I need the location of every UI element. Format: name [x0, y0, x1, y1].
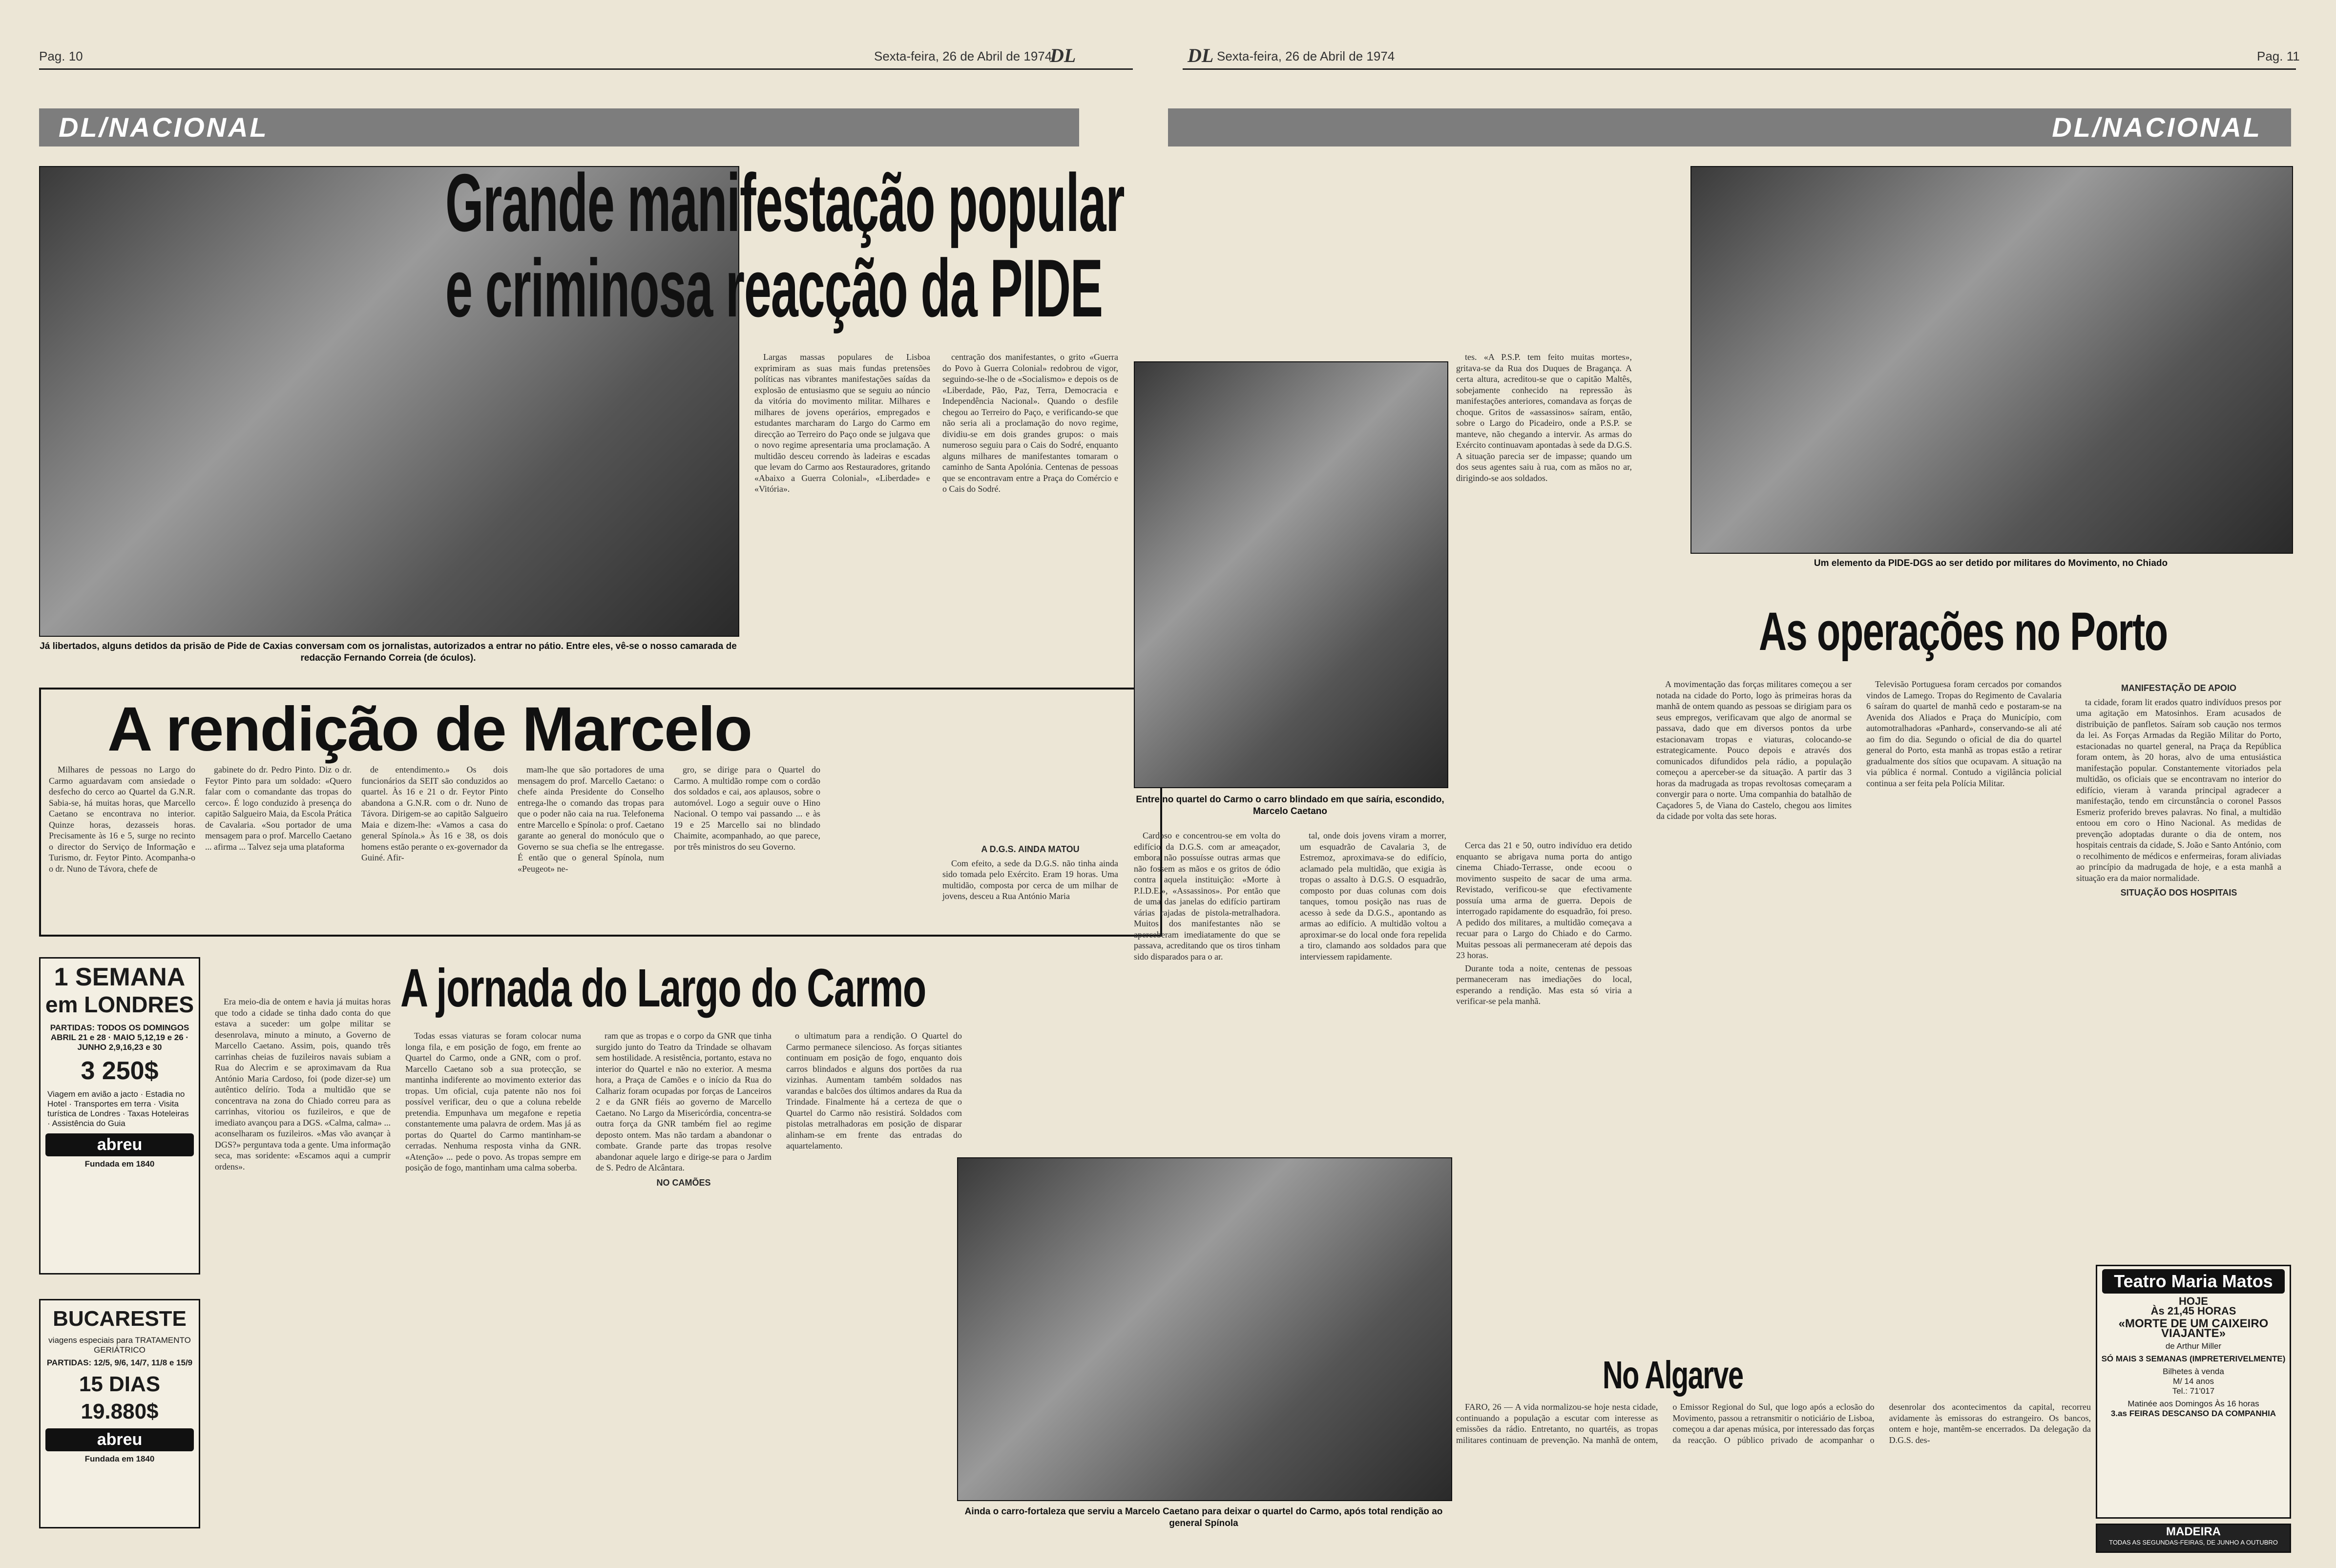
- algarve-text: FARO, 26 — A vida normalizou-se hoje nesta cidade, continuando a população a escutar com interesse as emissões da rádio. Entretanto, no quartéis, as tropas militares continuam de prevenção. Na manhã de ontem, o Emissor Regional do Sul, que logo após a eclosão do Movimento, passou a retransmitir o noticiário de Lisboa, começou a dar apenas música, por interessado das forças da reacção. O público privado de acompanhar o desenrolar dos acontecimentos da capital, recorreu avidamente às emissoras do estrangeiro. Os bancos, ontem e hoje, mantêm-se encerrados. Da delegação da D.G.S. des-: [1456, 1402, 2091, 1445]
- porto-col-3: [2076, 679, 2281, 1255]
- right-masthead-logo: DL: [1188, 44, 1214, 66]
- caxias-photo-caption: Já libertados, alguns detidos da prisão de Pide de Caxias conversam com os jornalistas, autorizados a entrar no pátio. Entre eles, vê-se o nosso camarada de redacção Fernando Correia (de óculos).: [40, 641, 737, 663]
- teatro-tickets: Bilhetes à venda: [2163, 1367, 2224, 1376]
- manif-col-6: [1300, 830, 1446, 1016]
- manif-text-6: tal, onde dois jovens viram a morrer, um esquadrão de Cavalaria 3, de Estremoz, aproximava-se do edifício, aclamado pela multidão, que exigia às tropas o assalto à D.G.S. O esquadrão, composto por duas colunas com dois tanques, tomou posição nas ruas de acesso à sede da D.G.S., apontando as armas ao edifício. A multidão voltou a aproximar-se do local onde fora repelida a tiro, clamando aos soldados para que interviessem rapidamente.: [1300, 831, 1446, 962]
- londres-founded: Fundada em 1840: [84, 1159, 155, 1169]
- main-headline-line-2: e criminosa reacção da PIDE: [445, 242, 1103, 334]
- bucareste-founded: Fundada em 1840: [84, 1454, 155, 1463]
- rendicao-col-3: [361, 764, 508, 930]
- pide-arrest-caption: Um elemento da PIDE-DGS ao ser detido por militares do Movimento, no Chiado: [1814, 558, 2168, 568]
- bucareste-subtitle: viagens especiais para TRATAMENTO GERIÁTRICO: [48, 1336, 191, 1355]
- left-masthead-logo: DL: [1050, 44, 1076, 66]
- londres-title-2: em LONDRES: [45, 992, 194, 1017]
- main-headline-line-1: Grande manifestação popular: [445, 157, 1125, 249]
- rendicao-text-4: mam-lhe que são portadores de uma mensagem do prof. Marcello Caetano: o chefe ainda Presidente do Conselho entrega-lhe o comando das tropas para que o poder não caia na rua. Telefonema entre Marcello e Spínola: o prof. Caetano garante ao general do monóculo que o Governo se sua chefia se lhe entregasse. É então que o general Spínola, num «Peugeot» ne-: [518, 765, 664, 874]
- left-page-date: Sexta-feira, 26 de Abril de 1974: [874, 49, 1052, 63]
- rendicao-headline: A rendição de Marcelo: [107, 694, 751, 764]
- porto-text-1: A movimentação das forças militares começou a ser notada na cidade do Porto, logo às primeiras horas da manhã de ontem quando as pessoas se dirigiam para os seus empregos, verificavam que algo de anormal se passava, dado que em diversos pontos da urbe estacionavam tropas e viaturas, colocando-se estrategicamente. Pouco depois e através dos comunicados difundidos pela rádio, a população começou a aperceber-se da situação. A partir das 3 horas da madrugada as tropas revoltosas começaram a convergir para o norte. Uma companhia do batalhão de Caçadores 5, de Viana do Castelo, chegou aos limites da cidade por volta das sete horas.: [1656, 679, 1852, 821]
- manif-col-3: [942, 840, 1118, 957]
- manif-text-1: Largas massas populares de Lisboa exprimiram as suas mais fundas pretensões políticas nas vibrantes manifestações saídas da explosão de entusiasmo que se seguiu ao núncio da vitória do movimento militar. Milhares e milhares de jovens operários, empregados e estudantes marcharam do Largo do Carmo em direcção ao Terreiro do Paço onde se julgava que o novo regime apresentaria uma proclamação. A multidão desceu correndo às ladeiras e escadas que levam do Carmo aos Restauradores, gritando «Abaixo a Guerra Colonial», «Liberdade» e «Vitória».: [754, 352, 930, 494]
- rendicao-text-1: Milhares de pessoas no Largo do Carmo aguardavam com ansiedade o desfecho do cerco ao Quartel da G.N.R. Sabia-se, há muitas horas, que Marcello Caetano se encontrava no interior. Quinze horas, dezasseis horas. Precisamente às 16 e 5, surge no recinto o director do Serviço de Informação e Turismo, dr. Feytor Pinto. Acompanha-o o dr. Nuno de Távora, chefe de: [49, 765, 195, 874]
- left-page-number: Pag. 10: [39, 49, 83, 63]
- manif-col-4: [1456, 352, 1632, 840]
- manif-text-4: tes. «A P.S.P. tem feito muitas mortes», gritava-se da Rua dos Duques de Bragança. A certa altura, acreditou-se que o capitão Maltês, sobejamente conhecido na repressão às manifestações anteriores, comandava as forças de choque. Gritos de «assassinos» saíram, então, sobre o Largo do Picadeiro, onde a P.S.P. se manteve, não chegando a intervir. As armas do Exército continuavam apontadas à sede da D.G.S. A situação parecia ser de impasse; quando um dos seus agentes saiu à rua, com as mãos no ar, dirigindo-se aos soldados.: [1456, 352, 1632, 483]
- londres-title-1: 1 SEMANA: [54, 963, 186, 991]
- abreu-brand-logo-2: abreu: [45, 1428, 194, 1451]
- jornada-col-3: [596, 1030, 772, 1538]
- teatro-name-logo: Teatro Maria Matos: [2102, 1269, 2285, 1294]
- manif-text-5: Cardoso e concentrou-se em volta do edifício da D.G.S. com ar ameaçador, embora não possuísse outras armas que não fossem as mãos e os gritos de ódio contra aquela instituição: «Morte à P.I.D.E.», «Assassinos». Por então que de uma das janelas do edifício partiram várias rajadas de pistola-metralhadora. Muitos dos manifestantes não se aperceberam imediatamente do que se passava, acreditando que os tiros tinham sido disparados para o ar.: [1134, 831, 1280, 962]
- manif-text-3: Com efeito, a sede da D.G.S. não tinha ainda sido tomada pelo Exército. Eram 19 horas. Uma multidão, composta por cerca de um milhar de jovens, desceu a Rua António Maria: [942, 858, 1118, 901]
- madeira-title: MADEIRA: [2166, 1525, 2221, 1538]
- jornada-text-2: Todas essas viaturas se foram colocar numa longa fila, e em posição de fogo, em frente ao Quartel do Carmo, onde a GNR, com o prof. Marcello Caetano sob a sua protecção, se mantinha indiferente ao movimento exterior das tropas. Um oficial, cuja patente não nos foi possível verificar, deu o que a coluna rebelde pretendia. Empunhava um megafone e repetia constantemente uma palavra de ordem. Mas já as portas do Quartel do Carmo mantinham-se cerradas. Nenhuma resposta vinha da GNR. «Atenção» ... pede o povo. As tropas sempre em posição de fogo, mantinham uma calma soberba.: [405, 1031, 581, 1172]
- manifestacao-apoio-subhead: MANIFESTAÇÃO DE APOIO: [2121, 683, 2236, 693]
- manif-text-7: Cerca das 21 e 50, outro indivíduo era detido enquanto se abrigava numa porta do antigo cinema Chiado-Terrasse, onde ecoou o movimento suspeito de sacar de uma arma. Revistado, verificou-se que efectivamente possuía uma arma de guerra. Depois de interrogado rapidamente do esquadrão, foi preso. A pedido dos militares, a multidão começava a recuar para o Largo do Chiado e do Carmo. Muitas pessoas ali permaneceram até depois das 23 horas.: [1456, 840, 1632, 960]
- bucareste-price: 19.880$: [81, 1400, 159, 1423]
- rendicao-col-4: [518, 764, 664, 930]
- porto-headline: As operações no Porto: [1759, 602, 2168, 662]
- rendicao-col-2: [205, 764, 352, 930]
- abreu-brand-logo: abreu: [45, 1133, 194, 1156]
- madeira-ad: [2096, 1524, 2291, 1553]
- londres-includes: Viagem em avião a jacto · Estadia no Hotel · Transportes em terra · Visita turística de Londres · Taxas Hoteleiras · Assistência do Guia: [47, 1089, 189, 1128]
- porto-text-3: ta cidade, foram lit erados quatro indivíduos presos por uma agitação em Matosinhos. Eram acusados de distribuição de panfletos. Saíram sob caução nos termos da lei. As Forças Armadas da Região Militar do Porto, estacionadas no quartel general, na Praça da República foram ontem, às 20 horas, alvo de uma entusiástica manifestação popular. Constantemente vitoriados pela multidão, os oficiais que se encontravam no interior do edifício, vieram à varanda principal agradecer a manifestação, tendo em circunstância o coronel Passos Esmeriz proferido breves palavras. No final, a multidão entoou em coro o Hino Nacional. As medidas de prevenção adoptadas durante o dia de ontem, nos hospitais centrais da cidade, S. João e Santo António, com o recolhimento de médicos e enfermeiras, foram aliviadas ao princípio da madrugada de hoje, e a esta manhã a situação era da maior normalidade.: [2076, 697, 2281, 883]
- rendicao-col-5: [674, 764, 820, 930]
- bucareste-days: 15 DIAS: [79, 1372, 161, 1396]
- rendicao-col-1: [49, 764, 195, 930]
- teatro-age: M/ 14 anos: [2172, 1377, 2214, 1386]
- bucareste-dates: PARTIDAS: 12/5, 9/6, 14/7, 11/8 e 15/9: [46, 1358, 193, 1367]
- bucareste-title: BUCARESTE: [53, 1307, 187, 1331]
- manif-col-5: [1134, 830, 1280, 1016]
- porto-col-2: [1866, 679, 2062, 1304]
- jornada-col-1: [215, 996, 391, 1538]
- left-header-rule: [39, 68, 1133, 70]
- madeira-text: TODAS AS SEGUNDAS-FEIRAS, DE JUNHO A OUTUBRO: [2109, 1539, 2278, 1546]
- algarve-headline: No Algarve: [1603, 1353, 1743, 1397]
- manif-text-2: centração dos manifestantes, o grito «Guerra do Povo à Guerra Colonial» redobrou de vigor, seguindo-se-lhe o de «Socialismo» e depois os de «Liberdade, Pão, Paz, Terra, Democracia e Independência Nacional». Quando o desfile chegou ao Terreiro do Paço, e verificando-se que não seria ali a proclamação do novo regime, dividiu-se em dois grandes grupos: o mais numeroso seguiu para o Cais do Sodré, enquanto alguns milhares de manifestantes tomaram o caminho de Santa Apolónia. Centenas de pessoas que se encontravam entre a Praça do Comércio e o Cais do Sodré.: [942, 352, 1118, 494]
- right-page-date: Sexta-feira, 26 de Abril de 1974: [1217, 49, 1395, 63]
- right-header-rule: [1183, 68, 2296, 70]
- londres-dates: PARTIDAS: TODOS OS DOMINGOS ABRIL 21 e 28 · MAIO 5,12,19 e 26 · JUNHO 2,9,16,23 e 30: [50, 1023, 189, 1052]
- jornada-text-3: ram que as tropas e o corpo da GNR que tinha surgido junto do Teatro da Trindade se olhavam sem hostilidade. A resistência, portanto, estava no interior do Quartel e não no exterior. A mesma hora, a Praça de Camões e o início da Rua do Calhariz foram ocupadas por forças de Lanceiros 2 e da GNR fiéis ao governo de Marcello Caetano. No Largo da Misericórdia, concentra-se outra força da GNR também fiel ao regime deposto ontem. Mas não tardam a abandonar o combate. Grande parte das tropas resolve abandonar aquele largo e dirige-se para o Jardim de S. Pedro de Alcântara.: [596, 1031, 772, 1172]
- porto-text-2: Televisão Portuguesa foram cercados por comandos vindos de Lamego. Tropas do Regimento de Cavalaria 6 saíram do quartel de manhã cedo e postaram-se na Avenida dos Aliados e Praça do Município, com automotralhadoras «Panhard», conservando-se ali até ao fim do dia. Segundo o oficial de dia do quartel general do Porto, esta manhã as tropas estão a retirar gradualmente dos sítios que ocupavam. A situação na via pública é normal. Contudo a vigilância policial continua a ser feita pela Polícia Militar.: [1866, 679, 2062, 788]
- teatro-phone: Tel.: 71'017: [2172, 1386, 2215, 1396]
- no-camoes-subhead: NO CAMÕES: [656, 1177, 711, 1188]
- manif-col-7: [1456, 840, 1632, 1338]
- pide-arrest-photo: [1690, 166, 2293, 554]
- algarve-article: [1456, 1401, 2091, 1548]
- manif-text-8: Durante toda a noite, centenas de pessoas permaneceram nas imediações do local, esperando a rendição. Mas esta só viria a verificar-se pela manhã.: [1456, 963, 1632, 1006]
- right-section-bar: DL/NACIONAL: [1168, 108, 2291, 146]
- jornada-col-2: [405, 1030, 581, 1538]
- jornada-headline: A jornada do Largo do Carmo: [400, 958, 926, 1018]
- manif-col-2: [942, 352, 1118, 684]
- londres-travel-ad: [39, 957, 200, 1275]
- carmo-fortress-car-photo: [957, 1157, 1452, 1501]
- blindado-caption: Entre no quartel do Carmo o carro blindado em que saíria, escondido, Marcelo Caetano: [1136, 794, 1444, 816]
- teatro-author: de Arthur Miller: [2165, 1341, 2222, 1351]
- teatro-matinee: Matinée aos Domingos Às 16 horas: [2127, 1399, 2259, 1408]
- teatro-today: HOJE: [2179, 1295, 2208, 1307]
- rendicao-text-3: de entendimento.» Os dois funcionários da SEIT são conduzidos ao quartel. Às 16 e 21 o dr. Feytor Pinto abandona a G.N.R. com o dr. Nuno de Távora. Dirigem-se ao capitão Salgueiro Maia e dizem-lhe: «Vamos a casa do general Spínola.» Às 16 e 38, os dois homens estão perante o ex-governador da Guiné. Afir-: [361, 765, 508, 862]
- jornada-text-4: o ultimatum para a rendição. O Quartel do Carmo permanece silencioso. As forças sitiantes continuam em posição de fogo, enquanto dois carros blindados e alguns dos portões da rua vizinhas. Aumentam também soldados nas varandas e balcões dos últimos andares da Rua da Trindade. Finalmente há a certeza de que o Quartel do Carmo não resistirá. Soldados com pistolas metralhadoras em posição de disparar alinham-se em frente das entradas do aquartelamento.: [786, 1031, 962, 1150]
- blindado-carmo-photo: [1134, 361, 1448, 788]
- jornada-col-4: [786, 1030, 962, 1538]
- londres-price: 3 250$: [81, 1057, 159, 1085]
- dgs-ainda-matou-subhead: A D.G.S. AINDA MATOU: [981, 844, 1080, 854]
- rendicao-text-5: gro, se dirige para o Quartel do Carmo. A multidão rompe com o cordão dos soldados e cai, aos aplausos, sobre o automóvel. Logo a seguir ouve o Hino Nacional. O tempo vai passando ... e às 19 e 25 Marcello sai no blindado Chaimite, acompanhado, ao que parece, por três ministros do seu Governo.: [674, 765, 820, 852]
- bucareste-travel-ad: [39, 1299, 200, 1528]
- carmo-fortress-caption: Ainda o carro-fortaleza que serviu a Marcelo Caetano para deixar o quartel do Carmo, após total rendição ao general Spínola: [964, 1506, 1443, 1528]
- rendicao-text-2: gabinete do dr. Pedro Pinto. Diz o dr. Feytor Pinto para um soldado: «Quero falar com o comandante das tropas do cerco». É logo conduzido à presença do capitão Salgueiro Maia, da Escola Prática de Cavalaria. «Sou portador de uma mensagem para o prof. Marcello Caetano ... afirma ... Talvez seja uma plataforma: [205, 765, 352, 852]
- teatro-rest: 3.as FEIRAS DESCANSO DA COMPANHIA: [2110, 1409, 2276, 1418]
- right-page-number: Pag. 11: [2257, 49, 2300, 63]
- left-section-bar: DL/NACIONAL: [39, 108, 1079, 146]
- situacao-hospitais-subhead: SITUAÇÃO DOS HOSPITAIS: [2120, 888, 2237, 898]
- teatro-time: Às 21,45 HORAS: [2150, 1305, 2236, 1317]
- teatro-play-title: «MORTE DE UM CAIXEIRO VIAJANTE»: [2118, 1317, 2269, 1340]
- teatro-run: SÓ MAIS 3 SEMANAS (IMPRETERIVELMENTE): [2101, 1354, 2286, 1363]
- porto-col-1: [1656, 679, 1852, 1304]
- jornada-text-1: Era meio-dia de ontem e havia já muitas horas que todo a cidade se tinha dado conta do que estava a suceder: um golpe militar se desenrolava, minuto a minuto, a Governo de Marcello Caetano. Assim, pois, quando três carrinhas cheias de fuzileiros navais subiam a Rua do Alecrim e se aproximavam da Rua António Maria Cardoso, foi (pode dizer-se) um autêntico delírio. Toda a multidão que se concentrava na zona do Chiado correu para as carrinhas, vitoriou os fuzileiros, e que de imediato avançou para a DGS. «Calma, calma» ... aconselharam os fuzileiros. «Mas vão avançar à DGS?» perguntava toda a gente. Uma informação seca, mas soridente: «Escamos aqui a cumprir ordens».: [215, 997, 391, 1171]
- teatro-maria-matos-ad: [2096, 1265, 2291, 1519]
- manif-col-1: [754, 352, 930, 664]
